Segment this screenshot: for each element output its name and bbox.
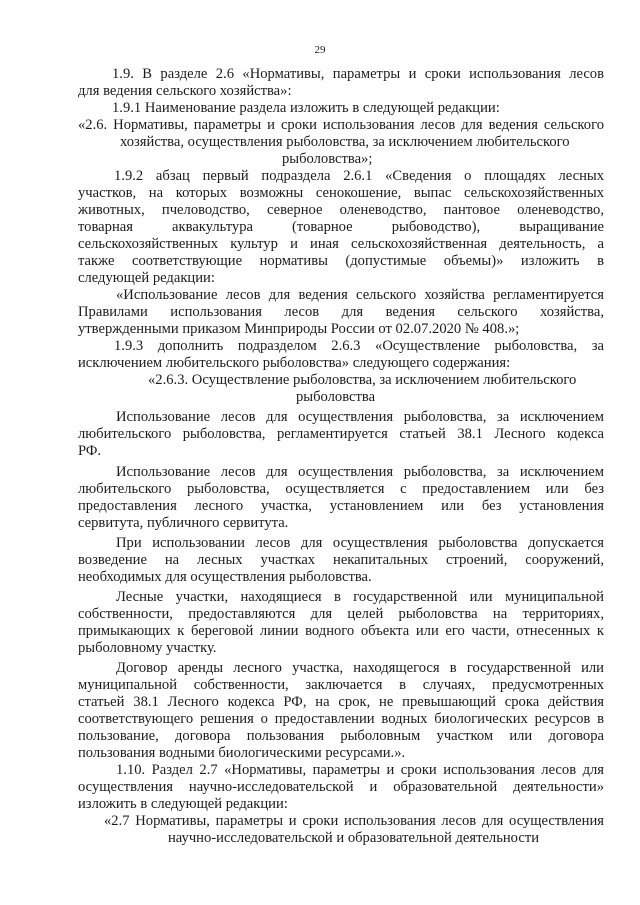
text-line: соответствующего решения о предоставлении водных биологических ресурсов в [78, 711, 604, 727]
text-line: РФ. [78, 443, 102, 459]
text-line: необходимых для осуществления рыболовства. [78, 569, 372, 585]
text-line: утвержденными приказом Минприроды России от 02.07.2020 № 408.»; [78, 321, 520, 337]
text-line: участков, на которых возможны сенокошение, выпас сельскохозяйственных [78, 185, 604, 201]
text-line: 1.9. В разделе 2.6 «Нормативы, параметры и сроки использования лесов [112, 66, 604, 82]
text-line: «Использование лесов для ведения сельского хозяйства регламентируется [116, 287, 604, 303]
text-line: пользования водными биологическими ресурсами.». [78, 745, 406, 761]
text-line: рыболовному участку. [78, 640, 217, 656]
text-line: Правилами использования лесов для ведения сельского хозяйства, [78, 304, 604, 320]
text-line: 1.9.2 абзац первый подраздела 2.6.1 «Сведения о площадях лесных [114, 168, 604, 184]
text-line: статьей 38.1 Лесного кодекса РФ, на срок, не превышающий срока действия [78, 694, 604, 710]
text-line: При использовании лесов для осуществления рыболовства допускается [116, 535, 604, 551]
text-line: животных, пчеловодство, северное оленеводство, пантовое оленеводство, [78, 202, 604, 218]
text-line: для ведения сельского хозяйства»: [78, 83, 292, 99]
text-line: Договор аренды лесного участка, находящегося в государственной или [116, 660, 604, 676]
text-line: товарная аквакультура (товарное рыбоводство), выращивание [78, 219, 604, 235]
text-line: научно-исследовательской и образовательной деятельности [168, 830, 540, 846]
text-line: «2.6.3. Осуществление рыболовства, за исключением любительского [148, 372, 577, 388]
text-line: 1.10. Раздел 2.7 «Нормативы, параметры и сроки использования лесов для [116, 762, 604, 778]
text-line: собственности, предоставляются для целей рыболовства на территориях, [78, 606, 604, 622]
text-line: предоставления лесного участка, установлением или без установления [78, 498, 604, 514]
text-line: «2.7 Нормативы, параметры и сроки использования лесов для осуществления [104, 813, 604, 829]
text-line: Лесные участки, находящиеся в государственной или муниципальной [116, 589, 604, 605]
text-line: примыкающих к береговой линии водного объекта или его части, отнесенных к [78, 623, 604, 639]
text-line: «2.6. Нормативы, параметры и сроки использования лесов для ведения сельского [78, 117, 604, 133]
text-line: изложить в следующей редакции: [78, 796, 288, 812]
text-line: также соответствующие нормативы (допустимые объемы)» изложить в [78, 253, 604, 269]
text-line: хозяйства, осуществления рыболовства, за исключением любительского [120, 134, 570, 150]
text-line: рыболовства»; [282, 151, 373, 167]
text-line: Использование лесов для осуществления рыболовства, за исключением [116, 464, 604, 480]
text-line: муниципальной собственности, заключается в случаях, предусмотренных [78, 677, 604, 693]
text-line: следующей редакции: [78, 270, 215, 286]
text-line: осуществления научно-исследовательской и образовательной деятельности» [78, 779, 604, 795]
text-line: 1.9.3 дополнить подразделом 2.6.3 «Осуществление рыболовства, за [114, 338, 604, 354]
text-line: 1.9.1 Наименование раздела изложить в следующей редакции: [112, 100, 500, 116]
text-line: любительского рыболовства, регламентируется статьей 38.1 Лесного кодекса [78, 426, 604, 442]
text-line: возведение на лесных участках некапитальных строений, сооружений, [78, 552, 604, 568]
text-line: любительского рыболовства, осуществляется с предоставлением или без [78, 481, 604, 497]
text-line: исключением любительского рыболовства» следующего содержания: [78, 355, 511, 371]
text-line: Использование лесов для осуществления рыболовства, за исключением [116, 409, 604, 425]
text-line: сервитута, публичного сервитута. [78, 515, 289, 531]
text-line: сельскохозяйственных культур и иная сельскохозяйственная деятельность, а [78, 236, 604, 252]
text-line: рыболовства [296, 389, 376, 405]
page-number: 29 [314, 44, 326, 56]
text-line: пользование, договора пользования рыболовным участком или договора [78, 728, 604, 744]
